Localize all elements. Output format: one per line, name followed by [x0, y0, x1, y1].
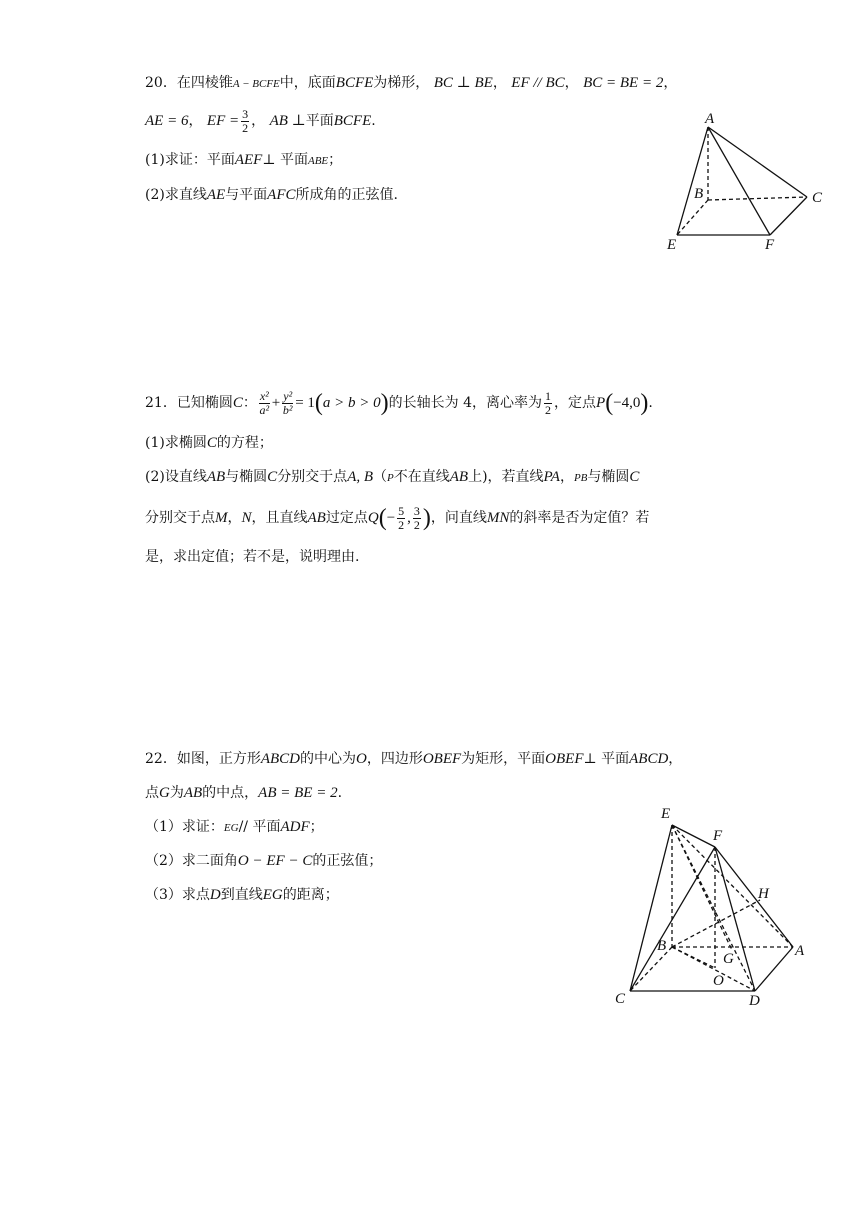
q20-part2: (2)求直线AE与平面AFC所成角的正弦值. [145, 187, 398, 203]
q22-part2: （2）求二面角O − EF − C的正弦值； [145, 853, 383, 869]
q20-pyramid-figure [655, 105, 835, 255]
vertex-label-C: C [812, 190, 823, 206]
q21-line1: 21．已知椭圆C： $\frac{\text{x²}}{\text{a²}}$ + $\frac{\text{y²}}{\text{b²}}$ = 1(a > b > 0)的长轴长为 4，离心率为 $\frac{1}{2}$ ，定点P(−4,0). [145, 388, 653, 417]
vertex-label-B: B [657, 938, 667, 954]
vertex-label-E: E [661, 806, 671, 822]
fraction-x2-a2: $\frac{\text{x²}}{\text{a²}}$ [259, 388, 270, 417]
fraction-3-2-b: $\frac{3}{2}$ [413, 503, 420, 532]
vertex-label-F: F [765, 237, 775, 253]
vertex-label-B: B [694, 186, 704, 202]
q21-part1: (1)求椭圆C的方程； [145, 435, 273, 451]
q22-line1: 22．如图，正方形ABCD的中心为O，四边形OBEF为矩形，平面OBEF⊥ 平面ABCD， [145, 751, 683, 767]
fraction-y2-b2: $\frac{\text{y²}}{\text{b²}}$ [282, 388, 293, 417]
vertex-label-E: E [667, 237, 677, 253]
q20-line1: 20．在四棱锥A − BCFE中，底面BCFE为梯形， BC ⊥ BE， EF // BC， BC = BE = 2， [145, 75, 678, 91]
q20-line2: AE = 6， EF = $\frac{3}{2}$ ， AB ⊥平面BCFE. [145, 106, 376, 135]
fraction-3-2: $\frac{3}{2}$ [242, 106, 249, 135]
vertex-label-C: C [615, 991, 626, 1007]
q21-part2-line2: 分别交于点M，N，且直线AB过定点Q(− $\frac{5}{2}$ , $\frac{3}{2}$ )，问直线MN的斜率是否为定值？若 [145, 503, 650, 532]
vertex-label-A: A [795, 943, 805, 959]
vertex-label-H: H [758, 886, 769, 902]
q22-solid-figure [605, 800, 820, 1015]
q22-part1: （1）求证：EG// 平面ADF； [145, 819, 324, 835]
vertex-label-G: G [723, 951, 734, 967]
vertex-label-O: O [713, 973, 724, 989]
vertex-label-D: D [749, 993, 760, 1009]
vertex-label-F: F [713, 828, 723, 844]
q22-line2: 点G为AB的中点，AB = BE = 2. [145, 785, 343, 801]
fraction-1-2: $\frac{1}{2}$ [545, 388, 552, 417]
q22-part3: （3）求点D到直线EG的距离； [145, 887, 339, 903]
vertex-label-A: A [705, 111, 715, 127]
q21-part2-line1: (2)设直线AB与椭圆C分别交于点A, B（P不在直线AB上)，若直线PA，PB与椭圆C [145, 469, 640, 485]
fraction-5-2: $\frac{5}{2}$ [398, 503, 405, 532]
q20-part1: (1)求证：平面AEF⊥ 平面ABE； [145, 152, 343, 168]
q21-part2-line3: 是，求出定值；若不是，说明理由. [145, 549, 360, 565]
